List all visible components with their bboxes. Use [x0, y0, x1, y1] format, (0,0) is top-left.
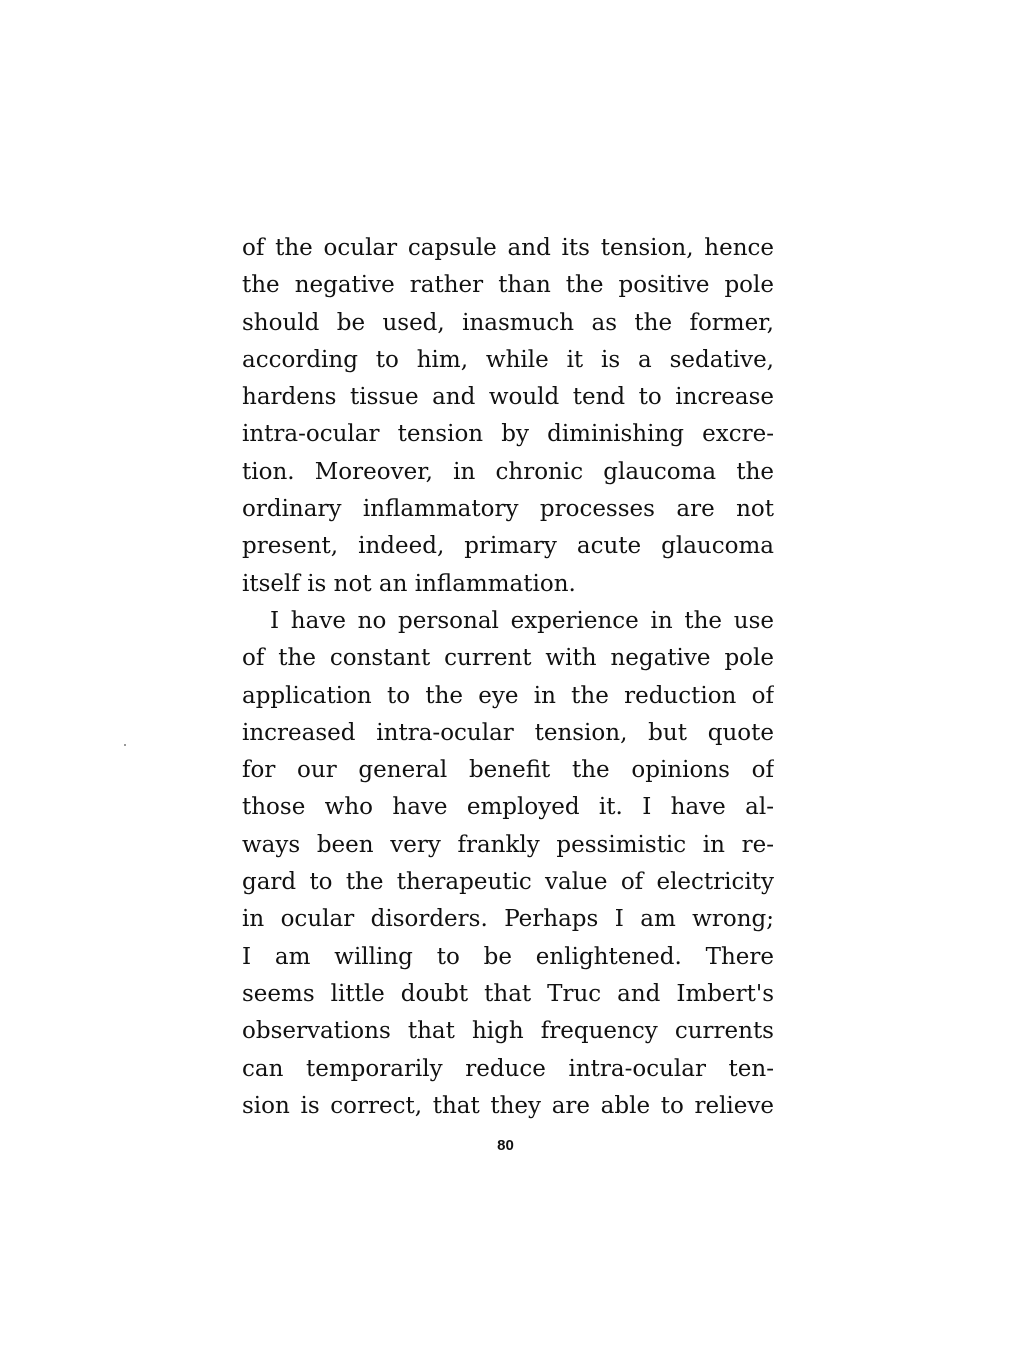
- paragraph-1: [242, 230, 774, 603]
- text-line: seems little doubt that Truc and Imbert's: [242, 980, 774, 1007]
- text-line: application to the eye in the reduction of: [242, 682, 774, 709]
- text-line: I am willing to be enlightened. There: [242, 943, 774, 970]
- text-line: itself is not an inflammation.: [242, 570, 576, 597]
- body-text: [242, 230, 774, 1125]
- text-line: can temporarily reduce intra-ocular ten-: [242, 1055, 774, 1082]
- text-line: in ocular disorders. Perhaps I am wrong;: [242, 906, 774, 933]
- text-line: according to him, while it is a sedative,: [242, 346, 774, 373]
- text-line: tion. Moreover, in chronic glaucoma the: [242, 458, 774, 485]
- text-line: of the constant current with negative pole: [242, 645, 774, 672]
- page-number: 80: [497, 1137, 514, 1154]
- text-line: observations that high frequency currents: [242, 1018, 774, 1045]
- text-line: increased intra-ocular tension, but quote: [242, 719, 774, 746]
- paragraph-2: [242, 603, 774, 1125]
- scan-speck: [124, 744, 126, 746]
- text-line: for our general benefit the opinions of: [242, 757, 774, 784]
- text-line: should be used, inasmuch as the former,: [242, 309, 774, 336]
- text-line: the negative rather than the positive pole: [242, 272, 774, 299]
- text-line: of the ocular capsule and its tension, hence: [242, 235, 774, 261]
- text-line: ways been very frankly pessimistic in re-: [242, 831, 774, 858]
- text-line: intra-ocular tension by diminishing excre-: [242, 421, 774, 448]
- text-line: I have no personal experience in the use: [270, 607, 774, 634]
- text-line: gard to the therapeutic value of electricity: [242, 869, 774, 896]
- text-line: hardens tissue and would tend to increase: [242, 384, 774, 411]
- text-line: present, indeed, primary acute glaucoma: [242, 533, 774, 560]
- text-line: sion is correct, that they are able to relieve: [242, 1092, 774, 1119]
- text-line: those who have employed it. I have al-: [242, 794, 774, 821]
- text-line: ordinary inflammatory processes are not: [242, 496, 774, 523]
